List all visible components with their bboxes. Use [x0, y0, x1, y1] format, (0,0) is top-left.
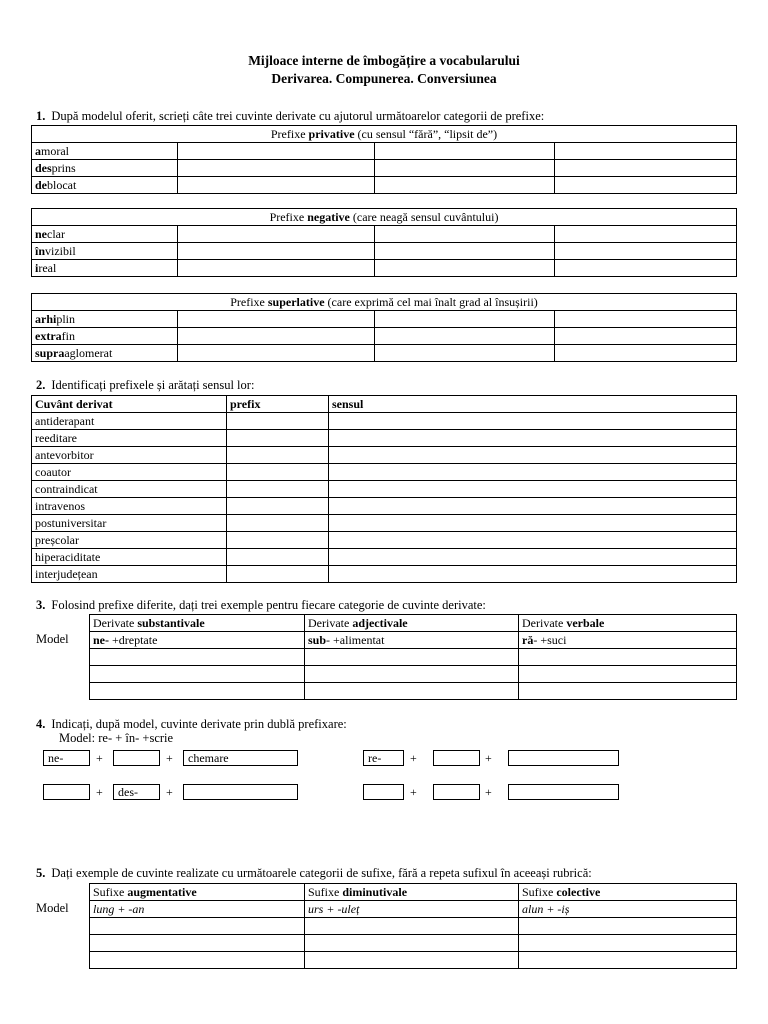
prefix-box[interactable] [433, 784, 480, 800]
derived-word: coautor [32, 464, 227, 481]
prefix-box[interactable] [433, 750, 480, 766]
answer-cell[interactable] [305, 649, 519, 666]
derived-word: contraindicat [32, 481, 227, 498]
prefix-cell[interactable] [227, 481, 329, 498]
prefix-cell[interactable] [227, 549, 329, 566]
derived-word: preșcolar [32, 532, 227, 549]
derived-word: antiderapant [32, 413, 227, 430]
negative-header: Prefixe negative (care neagă sensul cuvântului) [32, 209, 737, 226]
answer-cell[interactable] [375, 260, 555, 277]
superlative-prefix-table [31, 293, 737, 362]
plus-sign: + [485, 785, 492, 799]
answer-cell[interactable] [519, 666, 737, 683]
meaning-cell[interactable] [329, 447, 737, 464]
negative-prefix-table [31, 208, 737, 277]
header-collective: Sufixe colective [519, 884, 737, 901]
meaning-cell[interactable] [329, 549, 737, 566]
privative-header: Prefixe privative (cu sensul “fără”, “lipsit de”) [32, 126, 737, 143]
answer-cell[interactable] [90, 952, 305, 969]
derived-categories-table [89, 614, 737, 700]
answer-cell[interactable] [305, 666, 519, 683]
answer-cell[interactable] [90, 666, 305, 683]
prefix-cell[interactable] [227, 413, 329, 430]
answer-cell[interactable] [375, 243, 555, 260]
answer-cell[interactable] [178, 260, 375, 277]
answer-cell[interactable] [555, 143, 737, 160]
column-header-prefix: prefix [227, 396, 329, 413]
model-example: lung + -an [90, 901, 305, 918]
derived-word: postuniversitar [32, 515, 227, 532]
meaning-cell[interactable] [329, 413, 737, 430]
column-header-word: Cuvânt derivat [32, 396, 227, 413]
prefix-box[interactable]: des- [113, 784, 160, 800]
prefix-identification-table [31, 395, 737, 583]
base-word-box[interactable] [508, 750, 619, 766]
model-example: alun + -iș [519, 901, 737, 918]
derived-word: intravenos [32, 498, 227, 515]
page-subtitle: Derivarea. Compunerea. Conversiunea [271, 71, 497, 86]
answer-cell[interactable] [555, 160, 737, 177]
model-example: urs + -uleț [305, 901, 519, 918]
derived-word: reeditare [32, 430, 227, 447]
answer-cell[interactable] [178, 143, 375, 160]
example-word: extrafin [32, 328, 178, 345]
meaning-cell[interactable] [329, 566, 737, 583]
prefix-box[interactable]: ne- [43, 750, 90, 766]
answer-cell[interactable] [555, 260, 737, 277]
answer-cell[interactable] [178, 226, 375, 243]
answer-cell[interactable] [555, 328, 737, 345]
superlative-header: Prefixe superlative (care exprimă cel mai înalt grad al însușirii) [32, 294, 737, 311]
model-example-line: Model: re- + în- +scrie [59, 731, 174, 745]
answer-cell[interactable] [178, 311, 375, 328]
base-word-box[interactable]: chemare [183, 750, 298, 766]
answer-cell[interactable] [555, 177, 737, 194]
header-augmentative: Sufixe augmentative [90, 884, 305, 901]
prefix-cell[interactable] [227, 464, 329, 481]
answer-cell[interactable] [519, 935, 737, 952]
prefix-cell[interactable] [227, 532, 329, 549]
privative-prefix-table [31, 125, 737, 194]
answer-cell[interactable] [178, 160, 375, 177]
answer-cell[interactable] [519, 649, 737, 666]
answer-cell[interactable] [555, 243, 737, 260]
meaning-cell[interactable] [329, 464, 737, 481]
prefix-box[interactable] [43, 784, 90, 800]
prefix-box[interactable] [113, 750, 160, 766]
example-word: deblocat [32, 177, 178, 194]
answer-cell[interactable] [555, 226, 737, 243]
suffix-categories-table [89, 883, 737, 969]
answer-cell[interactable] [375, 328, 555, 345]
answer-cell[interactable] [305, 683, 519, 700]
answer-cell[interactable] [375, 226, 555, 243]
answer-cell[interactable] [375, 160, 555, 177]
answer-cell[interactable] [305, 918, 519, 935]
answer-cell[interactable] [178, 177, 375, 194]
answer-cell[interactable] [375, 311, 555, 328]
exercise-3-prompt: 3. Folosind prefixe diferite, dați trei exemple pentru fiecare categorie de cuvinte derivate: [36, 598, 486, 612]
exercise-1-prompt: 1. După modelul oferit, scrieți câte trei cuvinte derivate cu ajutorul următoarelor categorii de prefixe: [36, 109, 545, 123]
answer-cell[interactable] [519, 952, 737, 969]
prefix-cell[interactable] [227, 566, 329, 583]
base-word-box[interactable] [183, 784, 298, 800]
answer-cell[interactable] [178, 243, 375, 260]
prefix-cell[interactable] [227, 447, 329, 464]
plus-sign: + [166, 751, 173, 765]
example-word: amoral [32, 143, 178, 160]
answer-cell[interactable] [375, 345, 555, 362]
example-word: arhiplin [32, 311, 178, 328]
prefix-box[interactable]: re- [363, 750, 404, 766]
prefix-cell[interactable] [227, 498, 329, 515]
page-title: Mijloace interne de îmbogățire a vocabularului [248, 53, 520, 68]
plus-sign: + [166, 785, 173, 799]
derived-word: antevorbitor [32, 447, 227, 464]
plus-sign: + [485, 751, 492, 765]
answer-cell[interactable] [178, 328, 375, 345]
meaning-cell[interactable] [329, 515, 737, 532]
meaning-cell[interactable] [329, 481, 737, 498]
exercise-4-prompt: 4. Indicați, după model, cuvinte derivate prin dublă prefixare: [36, 717, 347, 731]
meaning-cell[interactable] [329, 498, 737, 515]
example-word: supraaglomerat [32, 345, 178, 362]
meaning-cell[interactable] [329, 532, 737, 549]
answer-cell[interactable] [375, 143, 555, 160]
header-substantival: Derivate substantivale [90, 615, 305, 632]
answer-cell[interactable] [90, 683, 305, 700]
derived-word: hiperaciditate [32, 549, 227, 566]
example-word: învizibil [32, 243, 178, 260]
model-label: Model [36, 901, 69, 915]
example-word: desprins [32, 160, 178, 177]
model-example: ră- +suci [519, 632, 737, 649]
answer-cell[interactable] [90, 918, 305, 935]
prefix-cell[interactable] [227, 515, 329, 532]
plus-sign: + [410, 785, 417, 799]
header-verbal: Derivate verbale [519, 615, 737, 632]
prefix-box[interactable] [363, 784, 404, 800]
header-diminutive: Sufixe diminutivale [305, 884, 519, 901]
model-example: sub- +alimentat [305, 632, 519, 649]
answer-cell[interactable] [178, 345, 375, 362]
answer-cell[interactable] [305, 935, 519, 952]
column-header-meaning: sensul [329, 396, 737, 413]
example-word: neclar [32, 226, 178, 243]
answer-cell[interactable] [375, 177, 555, 194]
exercise-5-prompt: 5. Dați exemple de cuvinte realizate cu următoarele categorii de sufixe, fără a repeta sufixul în aceeași rubrică: [36, 866, 592, 880]
model-example: ne- +dreptate [90, 632, 305, 649]
answer-cell[interactable] [519, 683, 737, 700]
plus-sign: + [96, 751, 103, 765]
answer-cell[interactable] [305, 952, 519, 969]
answer-cell[interactable] [555, 345, 737, 362]
answer-cell[interactable] [555, 311, 737, 328]
answer-cell[interactable] [90, 649, 305, 666]
base-word-box[interactable] [508, 784, 619, 800]
plus-sign: + [410, 751, 417, 765]
meaning-cell[interactable] [329, 430, 737, 447]
model-label: Model [36, 632, 69, 646]
plus-sign: + [96, 785, 103, 799]
prefix-cell[interactable] [227, 430, 329, 447]
answer-cell[interactable] [519, 918, 737, 935]
derived-word: interjudețean [32, 566, 227, 583]
header-adjectival: Derivate adjectivale [305, 615, 519, 632]
exercise-2-prompt: 2. Identificați prefixele și arătați sensul lor: [36, 378, 255, 392]
answer-cell[interactable] [90, 935, 305, 952]
example-word: ireal [32, 260, 178, 277]
